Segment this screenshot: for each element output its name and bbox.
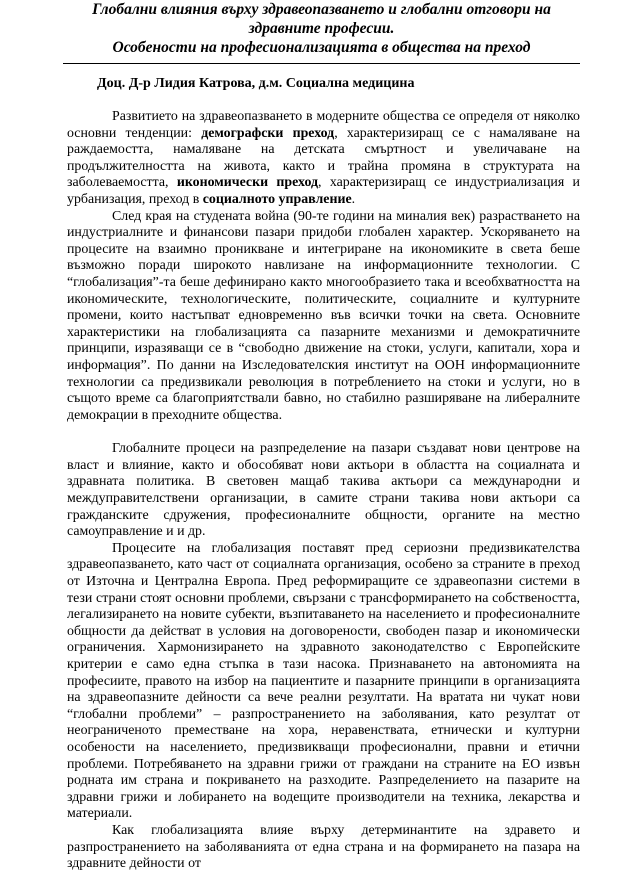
bold-economic-transition: икономически преход <box>176 175 319 191</box>
paragraph-1 <box>67 109 580 209</box>
paragraph-gap <box>67 424 580 441</box>
paragraph-3: Глобалните процеси на разпределение на пазари създават нови центрове на власт и влияние, както и обособяват нови актьори в областта на социалната и здравната политика. В световен мащаб такива актьори са международни и междуправителствени организации, в самите страни такива нови актьори са гражданските сдружения, професионалните общности, органите на местно самоуправление и и др. <box>67 441 580 540</box>
author-line: Доц. Д-р Лидия Катрова, д.м. Социална медицина <box>97 76 415 91</box>
paragraph-2: След края на студената война (90-те години на миналия век) разрастването на индустриалните и финансови пазари придоби глобален характер. Ускоряването на процесите на взаимно проникване и интегриране на икономиките в света беше възможно поради широкото навлизане на информационните технологии. С “глобализация”-та беше дефинирано както многообразието така и всеобхватността на икономическите, технологическите, политическите, социалните и културните промени, които настъпват едновременно във всички точки на света. Основните характеристики на глобализацията са пазарните механизми и демократичните принципи, изразяващи се в “свободно движение на стоки, услуги, капитали, хора и информация”. По данни на Изследователския институт на ООН информационните технологии са предизвикали революция в потреблението на стоки и услуги, но в същото време са благоприятствали бавно, но стабилно разширяване на либералните демокрации в преходните общества. <box>67 208 580 423</box>
bold-demographic-transition: демографски преход <box>201 125 335 141</box>
document-body <box>67 109 580 873</box>
paragraph-1-text-a: Развитието на здравеопазването в модерните общества се определя от няколко основни тенденции: <box>67 109 580 141</box>
title-line-1: Глобални влияния върху здравеопазването и глобални отговори на <box>92 1 551 18</box>
paragraph-5: Как глобализацията влияе върху детерминантите на здравето и разпространението на заболяванията от една страна и на формирането на пазара на здравните дейности от <box>67 822 580 872</box>
bold-social-governance: социалното управление <box>202 191 352 207</box>
title-line-2: здравните професии. <box>248 20 395 37</box>
paragraph-4: Процесите на глобализация поставят пред сериозни предизвикателства здравеопазването, като част от социалната организация, особено за страните в преход от Източна и Централна Европа. Пред реформиращите се здравеопазни системи в тези страни стоят основни проблеми, свързани с трансформирането на собствеността, легализирането на новите субекти, възпитаването на населението и професионалните общности да действат в условия на договорености, свободен пазар и икономически ограничения. Хармонизирането на здравното законодателство с Европейските критерии е само една стъпка в тази насока. Признаването на автономията на професиите, правото на избор на пациентите и пазарните принципи в организацията на здравеопазните дейности са вече реални резултати. На вратата ни чукат нови “глобални проблеми” – разпространението на заболявания, като резултат от неограниченото преместване на хора, неравенствата, етнически и културни особености на населението, предизвикващи професионални, правни и етични проблеми. Потребяването на здравни грижи от граждани на страните на ЕО извън родната им страна и покриването на разходите. Разпределението на пазарите на здравни грижи и лобирането на водещите производители на техника, лекарства и материали. <box>67 540 580 822</box>
paragraph-1-text-g: . <box>351 191 356 207</box>
paragraph-1-text-e: , характеризиращ се индустриализация и урбанизация, преход в <box>67 175 580 207</box>
title-line-3: Особености на професионализацията в общества на преход <box>112 39 531 56</box>
paragraph-1-text-c: , характеризиращ се с намаляване на раждаемостта, намаляване на детската смъртност и увеличаване на продължителността на живота, както и трайна промяна в структурата на заболеваемостта, <box>67 125 580 191</box>
title-divider <box>63 63 580 64</box>
